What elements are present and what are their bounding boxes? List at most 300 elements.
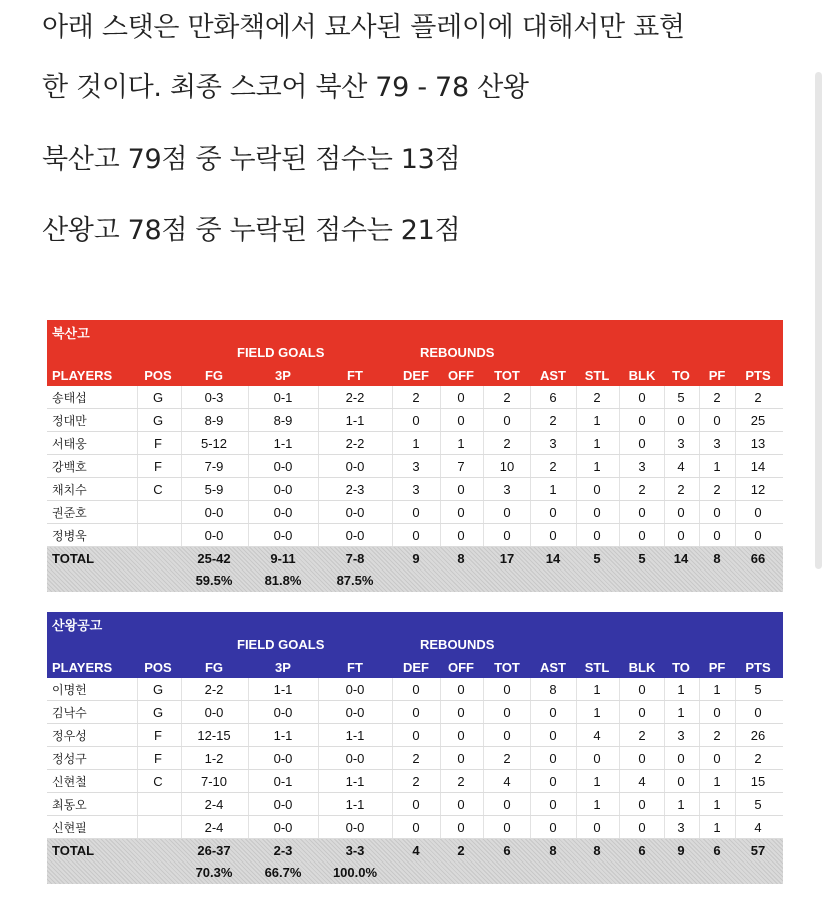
stat-blk: 0 <box>638 682 646 697</box>
pct-fg: 59.5% <box>195 573 233 588</box>
column-divider <box>664 432 665 454</box>
stat-ast: 3 <box>549 436 557 451</box>
total-to: 14 <box>673 551 689 566</box>
column-divider <box>392 678 393 700</box>
column-divider <box>530 524 531 546</box>
column-divider <box>181 747 182 769</box>
column-divider <box>483 816 484 838</box>
stat-blk: 4 <box>638 774 646 789</box>
stat-ast: 2 <box>549 413 557 428</box>
stat-stl: 2 <box>593 390 601 405</box>
stat-fg: 0-0 <box>204 505 224 520</box>
stat-tot: 0 <box>503 413 511 428</box>
stat-off: 0 <box>457 505 465 520</box>
stat-off: 0 <box>457 413 465 428</box>
stat-blk: 0 <box>638 705 646 720</box>
stat-3p: 0-0 <box>273 528 293 543</box>
player-row <box>47 770 783 793</box>
column-divider <box>137 678 138 700</box>
column-divider <box>392 770 393 792</box>
stat-to: 0 <box>677 505 685 520</box>
stat-fg: 2-4 <box>204 797 224 812</box>
stat-fg: 12-15 <box>197 728 231 743</box>
column-divider <box>248 793 249 815</box>
column-divider <box>440 386 441 408</box>
player-name: 송태섭 <box>52 391 87 405</box>
column-divider <box>619 409 620 431</box>
stat-pos: C <box>153 774 163 789</box>
column-divider <box>392 432 393 454</box>
stat-fg: 5-12 <box>200 436 228 451</box>
stat-stl: 0 <box>593 482 601 497</box>
total-ast: 8 <box>549 843 557 858</box>
total-pf: 8 <box>713 551 721 566</box>
total-def: 4 <box>412 843 420 858</box>
stat-3p: 1-1 <box>273 436 293 451</box>
stat-stl: 1 <box>593 459 601 474</box>
stat-off: 0 <box>457 751 465 766</box>
stat-stl: 1 <box>593 436 601 451</box>
stat-off: 1 <box>457 436 465 451</box>
total-pts: 66 <box>750 551 766 566</box>
player-name: 정성구 <box>52 752 87 766</box>
column-divider <box>248 724 249 746</box>
field-goals-label: FIELD GOALS <box>237 345 325 360</box>
total-3p: 9-11 <box>270 551 296 566</box>
stat-tot: 0 <box>503 705 511 720</box>
total-ft: 3-3 <box>345 843 365 858</box>
column-divider <box>318 409 319 431</box>
stat-3p: 0-0 <box>273 705 293 720</box>
stat-tot: 2 <box>503 390 511 405</box>
column-divider <box>483 724 484 746</box>
stat-pts: 15 <box>750 774 766 789</box>
stat-3p: 1-1 <box>273 682 293 697</box>
team-header <box>47 612 783 678</box>
column-divider <box>619 432 620 454</box>
column-divider <box>664 524 665 546</box>
stat-blk: 0 <box>638 797 646 812</box>
stat-off: 0 <box>457 682 465 697</box>
column-divider <box>248 678 249 700</box>
pct-3p: 81.8% <box>264 573 302 588</box>
column-divider <box>440 478 441 500</box>
stat-3p: 0-1 <box>273 774 293 789</box>
stat-pf: 1 <box>713 459 721 474</box>
column-divider <box>392 816 393 838</box>
stat-to: 2 <box>677 482 685 497</box>
stat-def: 1 <box>412 436 420 451</box>
column-divider <box>483 409 484 431</box>
column-divider <box>137 455 138 477</box>
column-header-fg: FG <box>204 660 224 675</box>
column-divider <box>248 386 249 408</box>
column-divider <box>699 409 700 431</box>
column-divider <box>664 816 665 838</box>
column-divider <box>483 478 484 500</box>
column-divider <box>735 478 736 500</box>
stat-ft: 0-0 <box>345 751 365 766</box>
total-pts: 57 <box>750 843 766 858</box>
stat-ast: 2 <box>549 459 557 474</box>
column-divider <box>137 409 138 431</box>
stat-to: 0 <box>677 751 685 766</box>
stat-def: 0 <box>412 705 420 720</box>
column-divider <box>699 524 700 546</box>
player-row <box>47 501 783 524</box>
stat-tot: 0 <box>503 528 511 543</box>
stat-pts: 5 <box>754 682 762 697</box>
stat-def: 0 <box>412 505 420 520</box>
stat-tot: 0 <box>503 505 511 520</box>
total-stl: 8 <box>593 843 601 858</box>
column-divider <box>530 770 531 792</box>
percentage-row <box>47 862 783 884</box>
total-tot: 17 <box>499 551 515 566</box>
column-divider <box>392 409 393 431</box>
column-divider <box>483 701 484 723</box>
player-row <box>47 816 783 839</box>
total-fg: 26-37 <box>197 843 231 858</box>
column-divider <box>318 793 319 815</box>
stat-fg: 1-2 <box>204 751 224 766</box>
column-divider <box>530 678 531 700</box>
stat-stl: 1 <box>593 797 601 812</box>
column-divider <box>181 386 182 408</box>
column-divider <box>318 501 319 523</box>
paragraph-2: 한 것이다. 최종 스코어 북산 79 - 78 산왕 <box>42 72 529 103</box>
player-name: 채치수 <box>52 483 87 497</box>
column-divider <box>699 701 700 723</box>
column-divider <box>576 724 577 746</box>
column-divider <box>181 678 182 700</box>
column-header-stl: STL <box>584 368 610 383</box>
stat-pts: 4 <box>754 820 762 835</box>
stat-to: 3 <box>677 728 685 743</box>
column-divider <box>699 747 700 769</box>
stat-pf: 3 <box>713 436 721 451</box>
stat-ft: 1-1 <box>345 728 365 743</box>
player-row <box>47 724 783 747</box>
column-divider <box>576 747 577 769</box>
total-def: 9 <box>412 551 420 566</box>
stat-3p: 0-0 <box>273 505 293 520</box>
stat-stl: 1 <box>593 413 601 428</box>
column-header-to: TO <box>672 660 690 675</box>
column-header-row <box>47 657 783 678</box>
column-header-players: PLAYERS <box>52 660 113 675</box>
column-header-pos: POS <box>144 660 172 675</box>
column-divider <box>440 524 441 546</box>
column-divider <box>530 478 531 500</box>
stat-blk: 2 <box>638 728 646 743</box>
column-divider <box>530 455 531 477</box>
stat-def: 0 <box>412 820 420 835</box>
column-header-def: DEF <box>403 368 429 383</box>
stat-3p: 8-9 <box>273 413 293 428</box>
stat-off: 0 <box>457 797 465 812</box>
paragraph-3: 북산고 79점 중 누락된 점수는 13점 <box>42 144 461 175</box>
stat-def: 2 <box>412 751 420 766</box>
column-divider <box>619 701 620 723</box>
player-row <box>47 793 783 816</box>
total-to: 9 <box>677 843 685 858</box>
column-divider <box>318 524 319 546</box>
stat-pts: 13 <box>750 436 766 451</box>
stat-tot: 3 <box>503 482 511 497</box>
column-divider <box>483 793 484 815</box>
column-divider <box>530 409 531 431</box>
column-divider <box>318 678 319 700</box>
player-row <box>47 432 783 455</box>
column-divider <box>735 770 736 792</box>
stat-ft: 2-2 <box>345 390 365 405</box>
column-divider <box>440 747 441 769</box>
stat-off: 0 <box>457 390 465 405</box>
total-stl: 5 <box>593 551 601 566</box>
column-header-to: TO <box>672 368 690 383</box>
column-divider <box>181 501 182 523</box>
stat-pos: G <box>152 682 164 697</box>
pct-ft: 87.5% <box>336 573 374 588</box>
stat-def: 3 <box>412 459 420 474</box>
stat-blk: 2 <box>638 482 646 497</box>
stat-tot: 10 <box>499 459 515 474</box>
stat-pts: 26 <box>750 728 766 743</box>
column-header-ft: FT <box>347 660 363 675</box>
stat-pos: F <box>154 751 162 766</box>
player-row <box>47 747 783 770</box>
column-divider <box>699 386 700 408</box>
stat-ast: 0 <box>549 751 557 766</box>
column-divider <box>735 386 736 408</box>
stat-to: 1 <box>677 797 685 812</box>
column-divider <box>576 386 577 408</box>
column-divider <box>576 409 577 431</box>
column-divider <box>735 793 736 815</box>
column-divider <box>576 793 577 815</box>
column-divider <box>699 432 700 454</box>
column-header-off: OFF <box>448 368 474 383</box>
column-divider <box>440 678 441 700</box>
stat-def: 0 <box>412 728 420 743</box>
stat-tot: 4 <box>503 774 511 789</box>
column-divider <box>318 724 319 746</box>
stat-ast: 8 <box>549 682 557 697</box>
pct-ft: 100.0% <box>332 865 378 880</box>
column-divider <box>137 524 138 546</box>
column-divider <box>619 524 620 546</box>
column-divider <box>248 409 249 431</box>
stat-fg: 0-0 <box>204 705 224 720</box>
column-divider <box>735 678 736 700</box>
stat-pos: F <box>154 459 162 474</box>
column-divider <box>137 724 138 746</box>
paragraph-4: 산왕고 78점 중 누락된 점수는 21점 <box>42 215 461 246</box>
total-off: 2 <box>457 843 465 858</box>
column-divider <box>664 770 665 792</box>
total-blk: 5 <box>638 551 646 566</box>
stat-to: 0 <box>677 413 685 428</box>
stat-blk: 0 <box>638 413 646 428</box>
stat-pts: 25 <box>750 413 766 428</box>
stat-pos: F <box>154 728 162 743</box>
stat-ft: 1-1 <box>345 797 365 812</box>
stat-to: 3 <box>677 820 685 835</box>
stat-tot: 0 <box>503 820 511 835</box>
stat-fg: 5-9 <box>204 482 224 497</box>
stat-ast: 0 <box>549 797 557 812</box>
stat-ast: 6 <box>549 390 557 405</box>
column-divider <box>619 747 620 769</box>
column-divider <box>576 478 577 500</box>
stat-ast: 0 <box>549 528 557 543</box>
stat-ft: 1-1 <box>345 413 365 428</box>
stat-pos: G <box>152 390 164 405</box>
column-divider <box>664 478 665 500</box>
player-name: 김낙수 <box>52 706 87 720</box>
stat-blk: 0 <box>638 820 646 835</box>
column-divider <box>530 747 531 769</box>
stat-blk: 0 <box>638 751 646 766</box>
stat-3p: 0-0 <box>273 797 293 812</box>
stat-tot: 2 <box>503 751 511 766</box>
stat-def: 3 <box>412 482 420 497</box>
team-stats-table-bukshan <box>47 320 783 592</box>
column-divider <box>576 701 577 723</box>
column-divider <box>619 501 620 523</box>
stat-off: 0 <box>457 728 465 743</box>
column-divider <box>248 770 249 792</box>
player-name: 신현철 <box>52 775 87 789</box>
column-header-blk: BLK <box>628 368 656 383</box>
column-divider <box>699 770 700 792</box>
stat-ft: 0-0 <box>345 705 365 720</box>
column-divider <box>735 747 736 769</box>
column-divider <box>699 501 700 523</box>
column-divider <box>318 478 319 500</box>
total-blk: 6 <box>638 843 646 858</box>
column-divider <box>576 432 577 454</box>
total-fg: 25-42 <box>197 551 231 566</box>
column-divider <box>735 455 736 477</box>
stat-pf: 2 <box>713 728 721 743</box>
player-row <box>47 701 783 724</box>
column-divider <box>483 678 484 700</box>
column-divider <box>619 793 620 815</box>
column-divider <box>440 432 441 454</box>
column-divider <box>137 793 138 815</box>
column-divider <box>392 701 393 723</box>
stat-ast: 0 <box>549 505 557 520</box>
column-divider <box>318 701 319 723</box>
column-divider <box>576 678 577 700</box>
column-header-fg: FG <box>204 368 224 383</box>
stat-pts: 12 <box>750 482 766 497</box>
stat-pts: 0 <box>754 705 762 720</box>
column-divider <box>664 386 665 408</box>
column-divider <box>699 455 700 477</box>
player-name: 이명헌 <box>52 683 87 697</box>
column-divider <box>735 524 736 546</box>
column-header-ast: AST <box>540 660 566 675</box>
column-divider <box>699 793 700 815</box>
column-divider <box>699 724 700 746</box>
column-header-3p: 3P <box>275 368 291 383</box>
stat-pts: 0 <box>754 528 762 543</box>
stat-stl: 1 <box>593 705 601 720</box>
stat-3p: 0-0 <box>273 482 293 497</box>
stat-pts: 2 <box>754 390 762 405</box>
total-3p: 2-3 <box>273 843 293 858</box>
stat-3p: 0-1 <box>273 390 293 405</box>
player-name: 권준호 <box>52 506 87 520</box>
column-divider <box>483 747 484 769</box>
column-divider <box>440 409 441 431</box>
column-divider <box>137 478 138 500</box>
total-off: 8 <box>457 551 465 566</box>
column-divider <box>440 793 441 815</box>
stat-stl: 0 <box>593 751 601 766</box>
stat-3p: 1-1 <box>273 728 293 743</box>
player-row <box>47 409 783 432</box>
column-divider <box>664 793 665 815</box>
column-divider <box>137 501 138 523</box>
stat-fg: 2-2 <box>204 682 224 697</box>
column-divider <box>664 501 665 523</box>
column-divider <box>248 455 249 477</box>
column-divider <box>248 478 249 500</box>
column-divider <box>619 724 620 746</box>
column-divider <box>318 816 319 838</box>
scrollbar[interactable] <box>815 72 822 569</box>
player-name: 정대만 <box>52 414 87 428</box>
stat-stl: 1 <box>593 682 601 697</box>
stat-pf: 0 <box>713 705 721 720</box>
column-divider <box>483 432 484 454</box>
column-divider <box>137 701 138 723</box>
column-divider <box>619 455 620 477</box>
column-divider <box>576 770 577 792</box>
column-divider <box>530 816 531 838</box>
team-name: 북산고 <box>52 326 90 341</box>
stat-to: 4 <box>677 459 685 474</box>
column-divider <box>181 793 182 815</box>
stat-def: 2 <box>412 390 420 405</box>
stat-fg: 0-0 <box>204 528 224 543</box>
stat-def: 0 <box>412 528 420 543</box>
stat-ast: 0 <box>549 820 557 835</box>
total-ft: 7-8 <box>345 551 365 566</box>
column-divider <box>530 793 531 815</box>
stat-ft: 0-0 <box>345 459 365 474</box>
stat-blk: 0 <box>638 505 646 520</box>
player-row <box>47 678 783 701</box>
stat-def: 2 <box>412 774 420 789</box>
column-divider <box>619 678 620 700</box>
player-name: 서태웅 <box>52 437 87 451</box>
stat-ast: 0 <box>549 774 557 789</box>
pct-fg: 70.3% <box>195 865 233 880</box>
field-goals-label: FIELD GOALS <box>237 637 325 652</box>
stat-ft: 0-0 <box>345 682 365 697</box>
stat-def: 0 <box>412 682 420 697</box>
rebounds-label: REBOUNDS <box>420 345 495 360</box>
column-divider <box>181 409 182 431</box>
column-header-pts: PTS <box>745 368 771 383</box>
column-divider <box>248 524 249 546</box>
column-divider <box>664 455 665 477</box>
